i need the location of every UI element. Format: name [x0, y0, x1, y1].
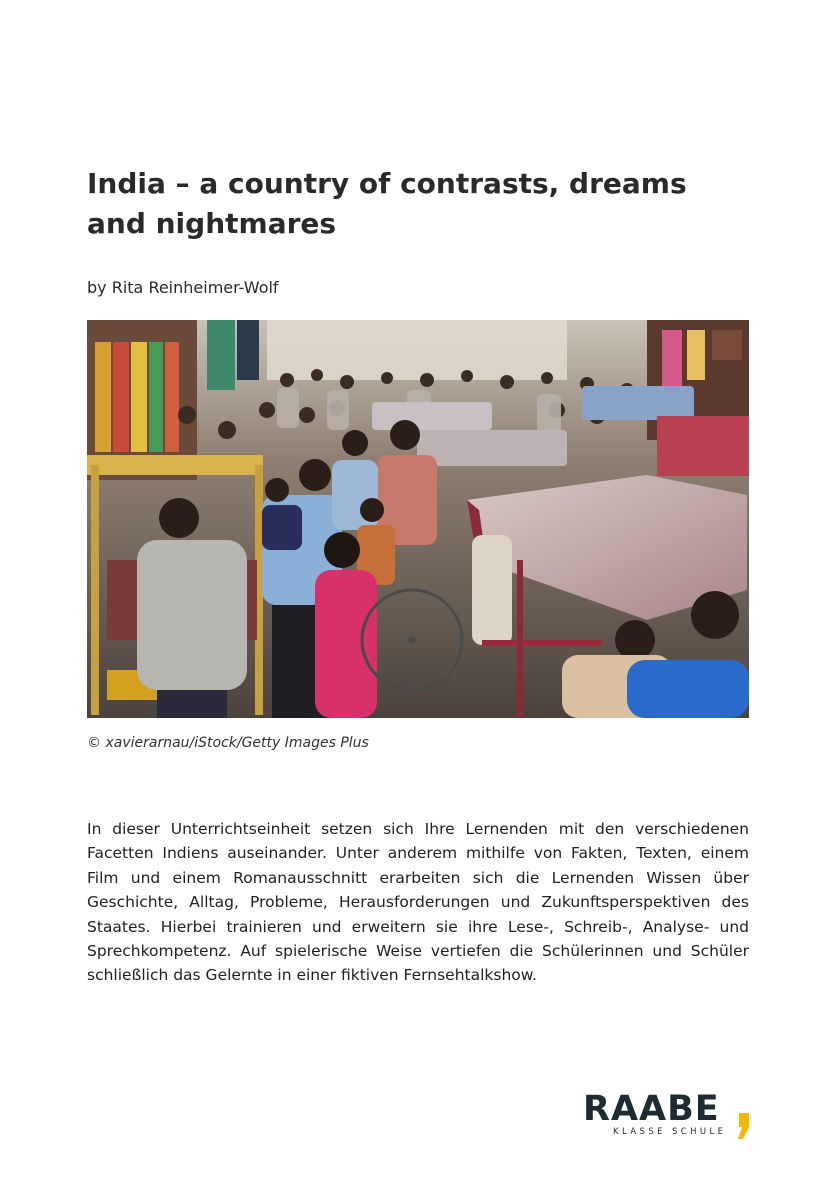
logo-wordmark: RAABE — [583, 1089, 720, 1129]
document-title: India – a country of contrasts, dreams and nightmares — [87, 167, 687, 240]
logo-comma-icon — [735, 1093, 751, 1141]
photo-credit: © xavierarnau/iStock/Getty Images Plus — [87, 735, 369, 751]
raabe-logo — [583, 1089, 753, 1141]
logo-tagline: KLASSE SCHULE — [613, 1127, 727, 1137]
intro-paragraph: In dieser Unterrichtseinheit setzen sich Ihre Lernenden mit den verschiedenen Facetten Indiens auseinander. Unter anderem mithilfe von Fakten, Texten, einem Film und einem Romanausschnitt erarbeiten sich die Lernenden Wissen über Geschichte, Alltag, Probleme, Herausforderungen und Zukunftsperspektiven des Staates. Hierbei trainieren und erweitern sie ihre Lese-, Schreib-, Analyse- und Sprechkompetenz. Auf spielerische Weise vertiefen die Schülerinnen und Schüler schließlich das Gelernte in einer fiktiven Fernsehtalkshow. — [87, 820, 749, 985]
cover-photo — [87, 320, 749, 718]
author-byline: by Rita Reinheimer-Wolf — [87, 278, 279, 297]
